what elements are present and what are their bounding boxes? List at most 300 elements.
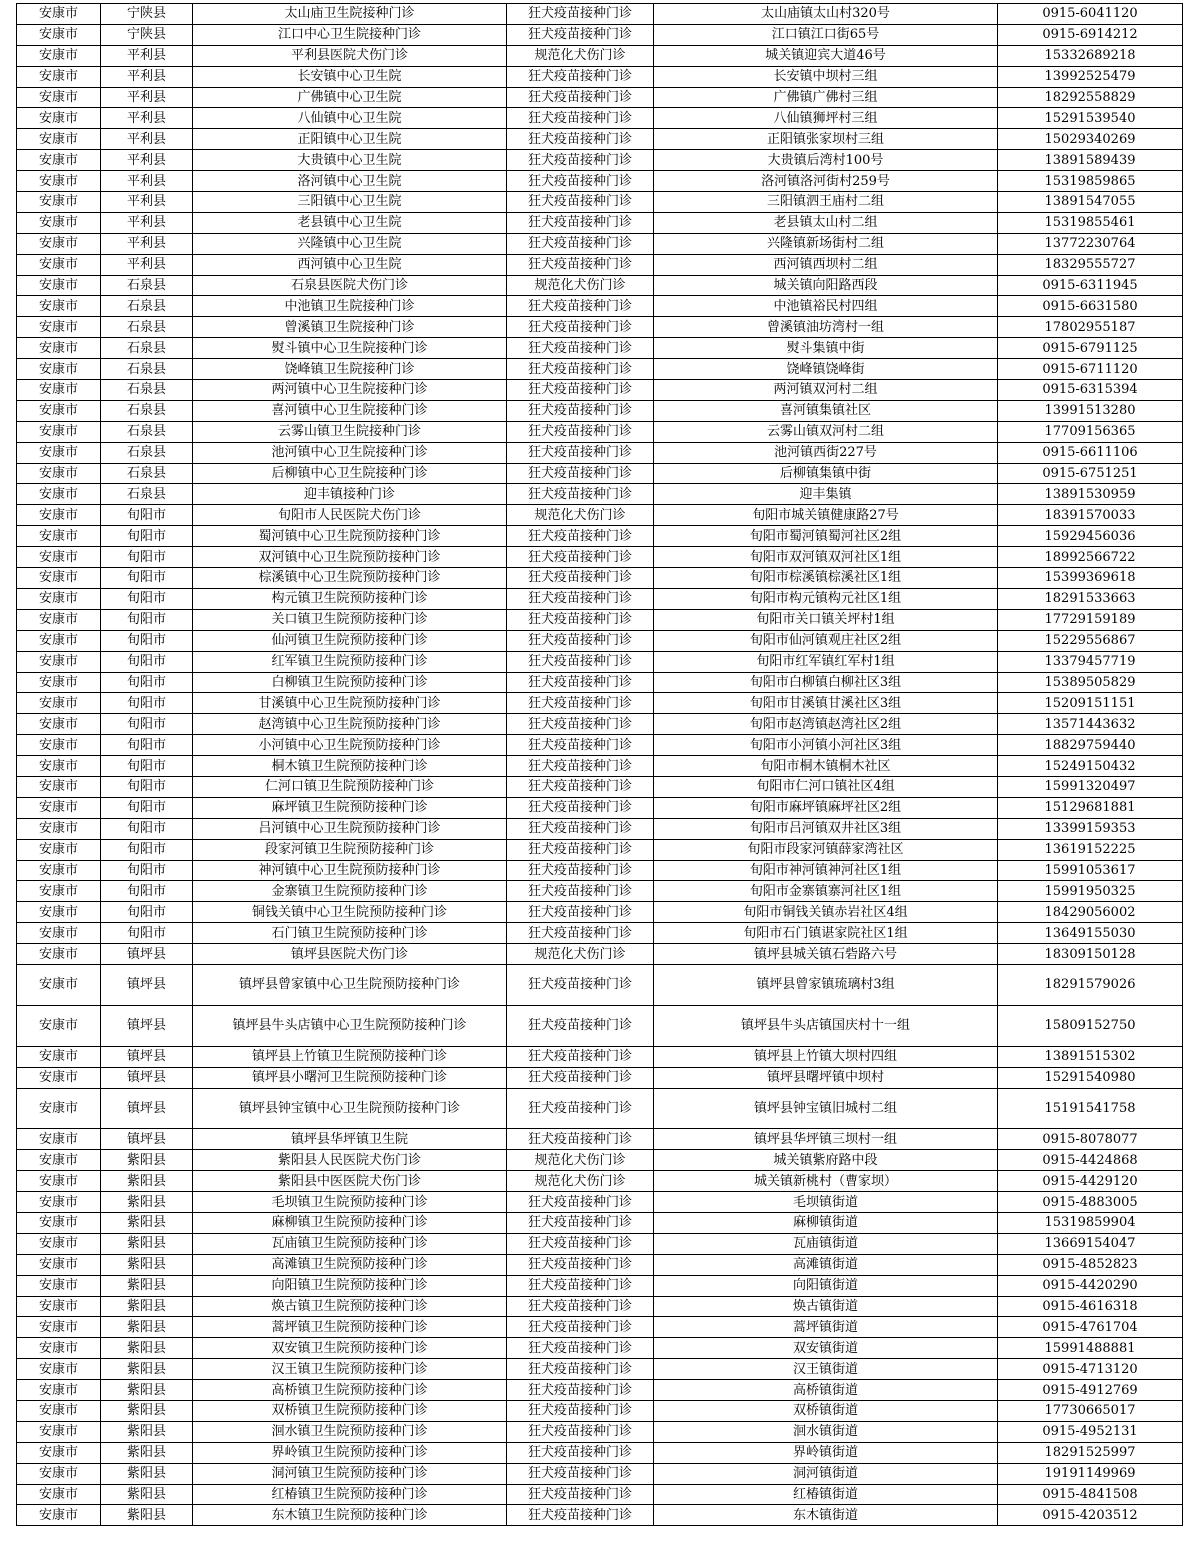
- county-cell: 石泉县: [101, 484, 193, 505]
- county-cell: 平利县: [101, 192, 193, 213]
- clinic-name-cell: 汉王镇卫生院预防接种门诊: [193, 1359, 507, 1380]
- table-row: [17, 1442, 1183, 1463]
- clinic-type-cell: 狂犬疫苗接种门诊: [507, 797, 654, 818]
- table-row: [17, 212, 1183, 233]
- county-cell: 镇坪县: [101, 964, 193, 1005]
- clinic-table: [16, 3, 1183, 1526]
- address-cell: 红椿镇街道: [654, 1484, 998, 1505]
- clinic-name-cell: 镇坪县上竹镇卫生院预防接种门诊: [193, 1046, 507, 1067]
- address-cell: 镇坪县华坪镇三坝村一组: [654, 1129, 998, 1150]
- table-row: [17, 776, 1183, 797]
- county-cell: 旬阳市: [101, 526, 193, 547]
- phone-cell: 0915-4761704: [998, 1317, 1183, 1338]
- city-cell: 安康市: [17, 4, 101, 25]
- phone-cell: 18292558829: [998, 87, 1183, 108]
- county-cell: 紫阳县: [101, 1317, 193, 1338]
- phone-cell: 15209151151: [998, 693, 1183, 714]
- address-cell: 大贵镇后湾村100号: [654, 150, 998, 171]
- clinic-type-cell: 狂犬疫苗接种门诊: [507, 547, 654, 568]
- county-cell: 平利县: [101, 129, 193, 150]
- table-row: [17, 359, 1183, 380]
- city-cell: 安康市: [17, 1421, 101, 1442]
- city-cell: 安康市: [17, 839, 101, 860]
- city-cell: 安康市: [17, 1005, 101, 1046]
- clinic-name-cell: 赵湾镇中心卫生院预防接种门诊: [193, 714, 507, 735]
- clinic-name-cell: 紫阳县中医医院犬伤门诊: [193, 1171, 507, 1192]
- address-cell: 洞河镇街道: [654, 1463, 998, 1484]
- county-cell: 镇坪县: [101, 1088, 193, 1129]
- table-row: [17, 1401, 1183, 1422]
- city-cell: 安康市: [17, 1171, 101, 1192]
- clinic-type-cell: 狂犬疫苗接种门诊: [507, 171, 654, 192]
- clinic-type-cell: 狂犬疫苗接种门诊: [507, 818, 654, 839]
- phone-cell: 0915-4852823: [998, 1254, 1183, 1275]
- clinic-name-cell: 大贵镇中心卫生院: [193, 150, 507, 171]
- city-cell: 安康市: [17, 1254, 101, 1275]
- clinic-type-cell: 狂犬疫苗接种门诊: [507, 296, 654, 317]
- address-cell: 镇坪县钟宝镇旧城村二组: [654, 1088, 998, 1129]
- table-row: [17, 129, 1183, 150]
- phone-cell: 0915-6711120: [998, 359, 1183, 380]
- phone-cell: 18429056002: [998, 902, 1183, 923]
- address-cell: 旬阳市棕溪镇棕溪社区1组: [654, 568, 998, 589]
- clinic-type-cell: 狂犬疫苗接种门诊: [507, 902, 654, 923]
- clinic-name-cell: 蒿坪镇卫生院预防接种门诊: [193, 1317, 507, 1338]
- table-row: [17, 1296, 1183, 1317]
- clinic-type-cell: 规范化犬伤门诊: [507, 1171, 654, 1192]
- table-row: [17, 1484, 1183, 1505]
- county-cell: 旬阳市: [101, 505, 193, 526]
- address-cell: 洄水镇街道: [654, 1421, 998, 1442]
- county-cell: 镇坪县: [101, 1129, 193, 1150]
- phone-cell: 15809152750: [998, 1005, 1183, 1046]
- city-cell: 安康市: [17, 1505, 101, 1526]
- clinic-name-cell: 曾溪镇卫生院接种门诊: [193, 317, 507, 338]
- clinic-type-cell: 狂犬疫苗接种门诊: [507, 1275, 654, 1296]
- table-row: [17, 24, 1183, 45]
- county-cell: 石泉县: [101, 421, 193, 442]
- clinic-type-cell: 规范化犬伤门诊: [507, 45, 654, 66]
- city-cell: 安康市: [17, 630, 101, 651]
- clinic-type-cell: 狂犬疫苗接种门诊: [507, 254, 654, 275]
- city-cell: 安康市: [17, 400, 101, 421]
- phone-cell: 0915-6791125: [998, 338, 1183, 359]
- phone-cell: 13669154047: [998, 1233, 1183, 1254]
- clinic-name-cell: 界岭镇卫生院预防接种门诊: [193, 1442, 507, 1463]
- phone-cell: 15929456036: [998, 526, 1183, 547]
- table-row: [17, 902, 1183, 923]
- clinic-name-cell: 后柳镇中心卫生院接种门诊: [193, 463, 507, 484]
- county-cell: 宁陕县: [101, 4, 193, 25]
- clinic-type-cell: 狂犬疫苗接种门诊: [507, 923, 654, 944]
- clinic-name-cell: 镇坪县牛头店镇中心卫生院预防接种门诊: [193, 1005, 507, 1046]
- phone-cell: 18291525997: [998, 1442, 1183, 1463]
- phone-cell: 17730665017: [998, 1401, 1183, 1422]
- address-cell: 旬阳市麻坪镇麻坪社区2组: [654, 797, 998, 818]
- table-row: [17, 1192, 1183, 1213]
- county-cell: 石泉县: [101, 442, 193, 463]
- address-cell: 兴隆镇新场街村二组: [654, 233, 998, 254]
- clinic-name-cell: 洞河镇卫生院预防接种门诊: [193, 1463, 507, 1484]
- clinic-type-cell: 狂犬疫苗接种门诊: [507, 609, 654, 630]
- table-row: [17, 421, 1183, 442]
- clinic-type-cell: 狂犬疫苗接种门诊: [507, 651, 654, 672]
- phone-cell: 13772230764: [998, 233, 1183, 254]
- city-cell: 安康市: [17, 1317, 101, 1338]
- address-cell: 高桥镇街道: [654, 1380, 998, 1401]
- clinic-type-cell: 狂犬疫苗接种门诊: [507, 24, 654, 45]
- address-cell: 三阳镇泗王庙村二组: [654, 192, 998, 213]
- phone-cell: 18291533663: [998, 588, 1183, 609]
- phone-cell: 0915-4713120: [998, 1359, 1183, 1380]
- clinic-name-cell: 迎丰镇接种门诊: [193, 484, 507, 505]
- clinic-type-cell: 狂犬疫苗接种门诊: [507, 192, 654, 213]
- county-cell: 紫阳县: [101, 1463, 193, 1484]
- county-cell: 石泉县: [101, 338, 193, 359]
- clinic-type-cell: 狂犬疫苗接种门诊: [507, 756, 654, 777]
- city-cell: 安康市: [17, 1380, 101, 1401]
- clinic-name-cell: 红军镇卫生院预防接种门诊: [193, 651, 507, 672]
- clinic-name-cell: 平利县医院犬伤门诊: [193, 45, 507, 66]
- city-cell: 安康市: [17, 108, 101, 129]
- county-cell: 平利县: [101, 254, 193, 275]
- phone-cell: 0915-6751251: [998, 463, 1183, 484]
- clinic-type-cell: 狂犬疫苗接种门诊: [507, 839, 654, 860]
- address-cell: 毛坝镇街道: [654, 1192, 998, 1213]
- clinic-type-cell: 狂犬疫苗接种门诊: [507, 776, 654, 797]
- phone-cell: 15991950325: [998, 881, 1183, 902]
- city-cell: 安康市: [17, 150, 101, 171]
- phone-cell: 13619152225: [998, 839, 1183, 860]
- county-cell: 平利县: [101, 66, 193, 87]
- city-cell: 安康市: [17, 902, 101, 923]
- clinic-name-cell: 仙河镇卫生院预防接种门诊: [193, 630, 507, 651]
- address-cell: 旬阳市神河镇神河社区1组: [654, 860, 998, 881]
- phone-cell: 0915-4429120: [998, 1171, 1183, 1192]
- county-cell: 石泉县: [101, 463, 193, 484]
- address-cell: 东木镇街道: [654, 1505, 998, 1526]
- city-cell: 安康市: [17, 338, 101, 359]
- city-cell: 安康市: [17, 693, 101, 714]
- clinic-type-cell: 狂犬疫苗接种门诊: [507, 129, 654, 150]
- address-cell: 旬阳市金寨镇寨河社区1组: [654, 881, 998, 902]
- city-cell: 安康市: [17, 944, 101, 965]
- clinic-name-cell: 正阳镇中心卫生院: [193, 129, 507, 150]
- city-cell: 安康市: [17, 735, 101, 756]
- county-cell: 紫阳县: [101, 1150, 193, 1171]
- table-row: [17, 171, 1183, 192]
- phone-cell: 18309150128: [998, 944, 1183, 965]
- phone-cell: 0915-4203512: [998, 1505, 1183, 1526]
- clinic-name-cell: 桐木镇卫生院预防接种门诊: [193, 756, 507, 777]
- table-row: [17, 484, 1183, 505]
- address-cell: 饶峰镇饶峰街: [654, 359, 998, 380]
- table-row: [17, 1338, 1183, 1359]
- clinic-type-cell: 狂犬疫苗接种门诊: [507, 87, 654, 108]
- county-cell: 旬阳市: [101, 672, 193, 693]
- county-cell: 旬阳市: [101, 923, 193, 944]
- address-cell: 双桥镇街道: [654, 1401, 998, 1422]
- table-row: [17, 1463, 1183, 1484]
- clinic-type-cell: 狂犬疫苗接种门诊: [507, 1296, 654, 1317]
- phone-cell: 15291540980: [998, 1067, 1183, 1088]
- table-row: [17, 1254, 1183, 1275]
- county-cell: 紫阳县: [101, 1505, 193, 1526]
- county-cell: 紫阳县: [101, 1192, 193, 1213]
- table-row: [17, 630, 1183, 651]
- city-cell: 安康市: [17, 756, 101, 777]
- clinic-type-cell: 狂犬疫苗接种门诊: [507, 317, 654, 338]
- clinic-name-cell: 吕河镇中心卫生院预防接种门诊: [193, 818, 507, 839]
- clinic-name-cell: 白柳镇卫生院预防接种门诊: [193, 672, 507, 693]
- address-cell: 洛河镇洛河街村259号: [654, 171, 998, 192]
- clinic-type-cell: 狂犬疫苗接种门诊: [507, 588, 654, 609]
- clinic-type-cell: 狂犬疫苗接种门诊: [507, 233, 654, 254]
- address-cell: 镇坪县上竹镇大坝村四组: [654, 1046, 998, 1067]
- address-cell: 焕古镇街道: [654, 1296, 998, 1317]
- city-cell: 安康市: [17, 1192, 101, 1213]
- clinic-name-cell: 东木镇卫生院预防接种门诊: [193, 1505, 507, 1526]
- address-cell: 城关镇向阳路西段: [654, 275, 998, 296]
- clinic-type-cell: 狂犬疫苗接种门诊: [507, 150, 654, 171]
- city-cell: 安康市: [17, 484, 101, 505]
- address-cell: 迎丰集镇: [654, 484, 998, 505]
- table-row: [17, 1212, 1183, 1233]
- city-cell: 安康市: [17, 797, 101, 818]
- phone-cell: 0915-8078077: [998, 1129, 1183, 1150]
- city-cell: 安康市: [17, 317, 101, 338]
- city-cell: 安康市: [17, 1088, 101, 1129]
- clinic-name-cell: 镇坪县医院犬伤门诊: [193, 944, 507, 965]
- clinic-type-cell: 狂犬疫苗接种门诊: [507, 1254, 654, 1275]
- clinic-name-cell: 焕古镇卫生院预防接种门诊: [193, 1296, 507, 1317]
- phone-cell: 13571443632: [998, 714, 1183, 735]
- table-row: [17, 735, 1183, 756]
- table-row: [17, 756, 1183, 777]
- city-cell: 安康市: [17, 588, 101, 609]
- city-cell: 安康市: [17, 421, 101, 442]
- table-row: [17, 192, 1183, 213]
- table-row: [17, 338, 1183, 359]
- clinic-name-cell: 毛坝镇卫生院预防接种门诊: [193, 1192, 507, 1213]
- address-cell: 太山庙镇太山村320号: [654, 4, 998, 25]
- city-cell: 安康市: [17, 192, 101, 213]
- address-cell: 云雾山镇双河村二组: [654, 421, 998, 442]
- phone-cell: 15319859904: [998, 1212, 1183, 1233]
- phone-cell: 0915-4420290: [998, 1275, 1183, 1296]
- clinic-name-cell: 双河镇中心卫生院预防接种门诊: [193, 547, 507, 568]
- phone-cell: 18291579026: [998, 964, 1183, 1005]
- clinic-type-cell: 狂犬疫苗接种门诊: [507, 672, 654, 693]
- clinic-name-cell: 江口中心卫生院接种门诊: [193, 24, 507, 45]
- clinic-type-cell: 狂犬疫苗接种门诊: [507, 860, 654, 881]
- clinic-table-body: [17, 4, 1183, 1526]
- city-cell: 安康市: [17, 171, 101, 192]
- table-row: [17, 254, 1183, 275]
- clinic-name-cell: 麻柳镇卫生院预防接种门诊: [193, 1212, 507, 1233]
- clinic-name-cell: 洛河镇中心卫生院: [193, 171, 507, 192]
- clinic-name-cell: 高滩镇卫生院预防接种门诊: [193, 1254, 507, 1275]
- clinic-type-cell: 狂犬疫苗接种门诊: [507, 442, 654, 463]
- phone-cell: 15191541758: [998, 1088, 1183, 1129]
- clinic-type-cell: 狂犬疫苗接种门诊: [507, 1505, 654, 1526]
- clinic-type-cell: 狂犬疫苗接种门诊: [507, 1442, 654, 1463]
- table-row: [17, 380, 1183, 401]
- table-row: [17, 1380, 1183, 1401]
- city-cell: 安康市: [17, 1233, 101, 1254]
- city-cell: 安康市: [17, 442, 101, 463]
- table-row: [17, 1505, 1183, 1526]
- table-row: [17, 233, 1183, 254]
- clinic-type-cell: 狂犬疫苗接种门诊: [507, 714, 654, 735]
- address-cell: 高滩镇街道: [654, 1254, 998, 1275]
- city-cell: 安康市: [17, 714, 101, 735]
- address-cell: 江口镇江口街65号: [654, 24, 998, 45]
- table-row: [17, 1150, 1183, 1171]
- address-cell: 镇坪县曾家镇琉璃村3组: [654, 964, 998, 1005]
- table-row: [17, 526, 1183, 547]
- clinic-name-cell: 太山庙卫生院接种门诊: [193, 4, 507, 25]
- clinic-name-cell: 关口镇卫生院预防接种门诊: [193, 609, 507, 630]
- phone-cell: 15991053617: [998, 860, 1183, 881]
- clinic-type-cell: 狂犬疫苗接种门诊: [507, 964, 654, 1005]
- address-cell: 麻柳镇街道: [654, 1212, 998, 1233]
- phone-cell: 13399159353: [998, 818, 1183, 839]
- phone-cell: 0915-4616318: [998, 1296, 1183, 1317]
- address-cell: 旬阳市石门镇谌家院社区1组: [654, 923, 998, 944]
- phone-cell: 15389505829: [998, 672, 1183, 693]
- phone-cell: 0915-4912769: [998, 1380, 1183, 1401]
- county-cell: 镇坪县: [101, 1067, 193, 1088]
- county-cell: 紫阳县: [101, 1296, 193, 1317]
- city-cell: 安康市: [17, 1401, 101, 1422]
- clinic-type-cell: 规范化犬伤门诊: [507, 944, 654, 965]
- city-cell: 安康市: [17, 1150, 101, 1171]
- city-cell: 安康市: [17, 568, 101, 589]
- address-cell: 熨斗集镇中街: [654, 338, 998, 359]
- address-cell: 广佛镇广佛村三组: [654, 87, 998, 108]
- clinic-type-cell: 狂犬疫苗接种门诊: [507, 421, 654, 442]
- address-cell: 旬阳市甘溪镇甘溪社区3组: [654, 693, 998, 714]
- address-cell: 城关镇紫府路中段: [654, 1150, 998, 1171]
- table-row: [17, 860, 1183, 881]
- county-cell: 紫阳县: [101, 1338, 193, 1359]
- clinic-name-cell: 洄水镇卫生院预防接种门诊: [193, 1421, 507, 1442]
- clinic-name-cell: 瓦庙镇卫生院预防接种门诊: [193, 1233, 507, 1254]
- clinic-type-cell: 狂犬疫苗接种门诊: [507, 380, 654, 401]
- clinic-name-cell: 两河镇中心卫生院接种门诊: [193, 380, 507, 401]
- address-cell: 旬阳市段家河镇薛家湾社区: [654, 839, 998, 860]
- clinic-type-cell: 狂犬疫苗接种门诊: [507, 66, 654, 87]
- city-cell: 安康市: [17, 1338, 101, 1359]
- phone-cell: 13992525479: [998, 66, 1183, 87]
- address-cell: 向阳镇街道: [654, 1275, 998, 1296]
- city-cell: 安康市: [17, 45, 101, 66]
- clinic-type-cell: 狂犬疫苗接种门诊: [507, 4, 654, 25]
- table-row: [17, 1088, 1183, 1129]
- phone-cell: 13891515302: [998, 1046, 1183, 1067]
- clinic-name-cell: 云雾山镇卫生院接种门诊: [193, 421, 507, 442]
- address-cell: 城关镇迎宾大道46号: [654, 45, 998, 66]
- address-cell: 旬阳市桐木镇桐木社区: [654, 756, 998, 777]
- clinic-type-cell: 规范化犬伤门诊: [507, 505, 654, 526]
- address-cell: 后柳镇集镇中街: [654, 463, 998, 484]
- phone-cell: 0915-6311945: [998, 275, 1183, 296]
- clinic-name-cell: 金寨镇卫生院预防接种门诊: [193, 881, 507, 902]
- address-cell: 旬阳市双河镇双河社区1组: [654, 547, 998, 568]
- city-cell: 安康市: [17, 233, 101, 254]
- county-cell: 平利县: [101, 171, 193, 192]
- table-row: [17, 1233, 1183, 1254]
- phone-cell: 0915-4841508: [998, 1484, 1183, 1505]
- city-cell: 安康市: [17, 776, 101, 797]
- clinic-type-cell: 狂犬疫苗接种门诊: [507, 630, 654, 651]
- table-row: [17, 275, 1183, 296]
- phone-cell: 13649155030: [998, 923, 1183, 944]
- table-row: [17, 442, 1183, 463]
- county-cell: 旬阳市: [101, 630, 193, 651]
- table-row: [17, 797, 1183, 818]
- address-cell: 池河镇西街227号: [654, 442, 998, 463]
- clinic-name-cell: 红椿镇卫生院预防接种门诊: [193, 1484, 507, 1505]
- address-cell: 镇坪县城关镇石砦路六号: [654, 944, 998, 965]
- phone-cell: 15319855461: [998, 212, 1183, 233]
- phone-cell: 13379457719: [998, 651, 1183, 672]
- clinic-type-cell: 规范化犬伤门诊: [507, 1150, 654, 1171]
- table-row: [17, 317, 1183, 338]
- clinic-name-cell: 中池镇卫生院接种门诊: [193, 296, 507, 317]
- table-row: [17, 1171, 1183, 1192]
- phone-cell: 0915-4952131: [998, 1421, 1183, 1442]
- table-row: [17, 818, 1183, 839]
- phone-cell: 17709156365: [998, 421, 1183, 442]
- county-cell: 石泉县: [101, 400, 193, 421]
- phone-cell: 0915-6631580: [998, 296, 1183, 317]
- clinic-name-cell: 麻坪镇卫生院预防接种门诊: [193, 797, 507, 818]
- address-cell: 八仙镇狮坪村三组: [654, 108, 998, 129]
- city-cell: 安康市: [17, 1484, 101, 1505]
- table-row: [17, 881, 1183, 902]
- clinic-name-cell: 镇坪县小曙河卫生院预防接种门诊: [193, 1067, 507, 1088]
- phone-cell: 19191149969: [998, 1463, 1183, 1484]
- county-cell: 紫阳县: [101, 1484, 193, 1505]
- address-cell: 镇坪县牛头店镇国庆村十一组: [654, 1005, 998, 1046]
- table-row: [17, 150, 1183, 171]
- table-row: [17, 296, 1183, 317]
- city-cell: 安康市: [17, 1442, 101, 1463]
- city-cell: 安康市: [17, 66, 101, 87]
- city-cell: 安康市: [17, 672, 101, 693]
- county-cell: 旬阳市: [101, 547, 193, 568]
- address-cell: 镇坪县曙坪镇中坝村: [654, 1067, 998, 1088]
- clinic-name-cell: 构元镇卫生院预防接种门诊: [193, 588, 507, 609]
- county-cell: 平利县: [101, 150, 193, 171]
- clinic-type-cell: 狂犬疫苗接种门诊: [507, 1359, 654, 1380]
- city-cell: 安康市: [17, 526, 101, 547]
- phone-cell: 13891547055: [998, 192, 1183, 213]
- county-cell: 紫阳县: [101, 1401, 193, 1422]
- county-cell: 镇坪县: [101, 944, 193, 965]
- county-cell: 旬阳市: [101, 797, 193, 818]
- table-row: [17, 1317, 1183, 1338]
- clinic-name-cell: 紫阳县人民医院犬伤门诊: [193, 1150, 507, 1171]
- phone-cell: 15991488881: [998, 1338, 1183, 1359]
- clinic-type-cell: 狂犬疫苗接种门诊: [507, 212, 654, 233]
- city-cell: 安康市: [17, 87, 101, 108]
- county-cell: 紫阳县: [101, 1442, 193, 1463]
- clinic-type-cell: 狂犬疫苗接种门诊: [507, 1233, 654, 1254]
- city-cell: 安康市: [17, 359, 101, 380]
